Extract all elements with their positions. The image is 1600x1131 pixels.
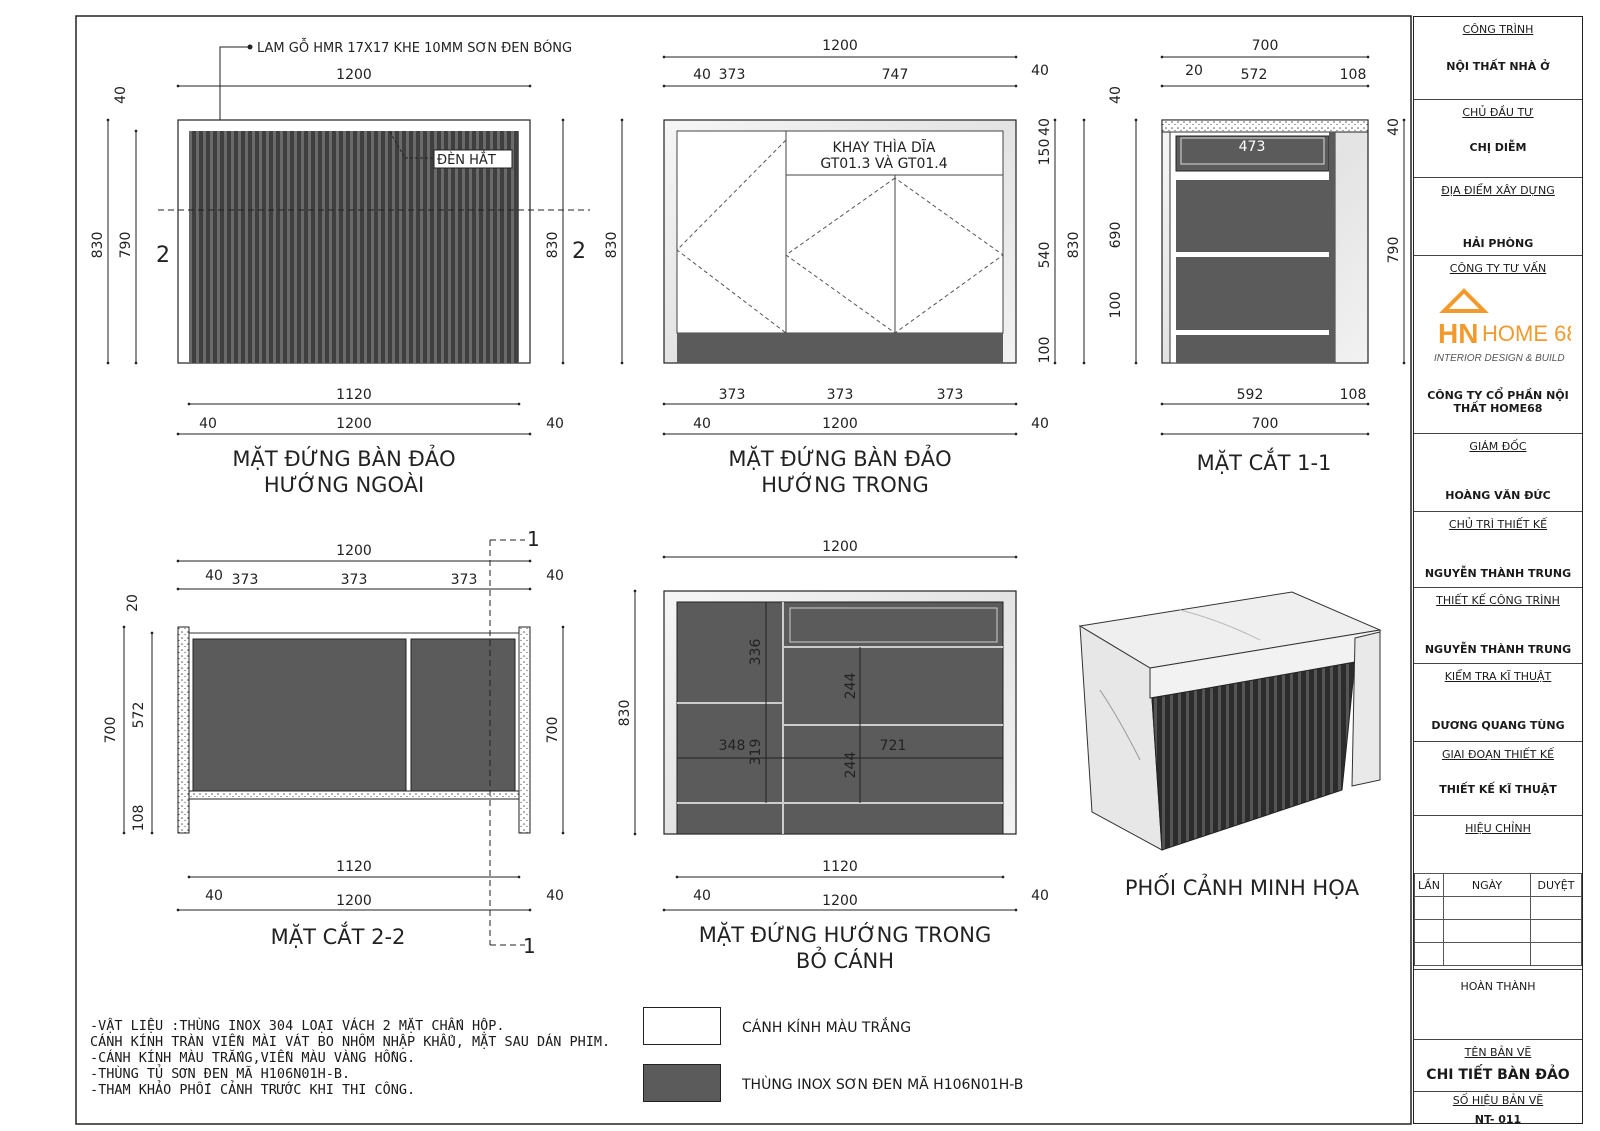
callout-lam: LAM GỖ HMR 17X17 KHE 10MM SƠN ĐEN BÓNG (257, 41, 573, 56)
rev-head-ngay: NGÀY (1444, 874, 1531, 897)
dim-721: 721 (879, 738, 907, 754)
dim-b1: 373 (718, 387, 746, 403)
view-section-2-2 (103, 527, 564, 958)
dim-t1: 20 (1185, 63, 1203, 79)
tb-number (1414, 1091, 1582, 1125)
tb-director (1414, 433, 1582, 511)
note-line: CÁNH KÍNH TRÀN VIỀN MÀI VÁT BO NHÔM NHẬP KHẨU, MẶT SAU DÁN PHIM. (90, 1034, 611, 1050)
logo-mark: HN (1437, 318, 1478, 349)
tb-checker-label: KIỂM TRA KĨ THUẬT (1444, 670, 1552, 683)
dim-40-br: 40 (546, 416, 564, 432)
tb-director-label: GIÁM ĐỐC (1469, 440, 1527, 453)
dim-left: 830 (604, 231, 620, 259)
dim-l3: 100 (1108, 291, 1124, 319)
tb-number-value: NT- 011 (1474, 1113, 1522, 1126)
label-tray: KHAY THÌA DĨA (832, 140, 936, 156)
dim-l1: 20 (125, 594, 141, 612)
dim-r2: 790 (1386, 236, 1402, 264)
dim-top: 1200 (822, 539, 858, 555)
revision-table (1414, 873, 1582, 969)
dim-830-left: 830 (90, 231, 106, 259)
dim-r: 700 (545, 716, 561, 744)
section-mark-left: 2 (156, 243, 170, 268)
view-title-2a: MẶT ĐỨNG BÀN ĐẢO (728, 447, 952, 471)
dim-b1: 1120 (336, 859, 372, 875)
notes (90, 1018, 610, 1098)
tb-phase (1414, 741, 1582, 815)
dim-bl: 40 (205, 888, 223, 904)
tb-consultant (1414, 255, 1582, 433)
tb-checker (1414, 663, 1582, 741)
dim-t5: 40 (546, 568, 564, 584)
note-line: -VẬT LIỆU :THÙNG INOX 304 LOẠI VÁCH 2 MẶT CHẤN HỘP. (90, 1018, 505, 1034)
view-perspective (1080, 592, 1380, 900)
dim-t1: 40 (205, 568, 223, 584)
tb-drawing-value: CHI TIẾT BÀN ĐẢO (1426, 1067, 1570, 1083)
tb-complete-label: HOÀN THÀNH (1460, 980, 1536, 993)
dim-b4: 1200 (822, 416, 858, 432)
dim-b2: 1200 (336, 893, 372, 909)
view-title-1a: MẶT ĐỨNG BÀN ĐẢO (232, 447, 456, 471)
note-line: -THAM KHẢO PHỐI CẢNH TRƯỚC KHI THI CÔNG. (90, 1082, 416, 1098)
tb-company: CÔNG TY CỔ PHẦN NỘI THẤT HOME68 (1427, 389, 1569, 415)
view-title-5a: MẶT ĐỨNG HƯỚNG TRONG (698, 923, 992, 947)
tb-designer-value: NGUYỄN THÀNH TRUNG (1424, 643, 1572, 656)
tb-owner-label: CHỦ ĐẦU TƯ (1462, 106, 1534, 119)
legend-swatch-dark (643, 1064, 721, 1102)
title-block (1413, 16, 1583, 1124)
dim-top: 1200 (336, 543, 372, 559)
dim-t4: 373 (450, 572, 478, 588)
section-mark-top: 1 (527, 527, 540, 551)
dim-left: 830 (617, 699, 633, 727)
dim-b3: 373 (936, 387, 964, 403)
view-front-outer (90, 38, 590, 497)
tb-lead (1414, 511, 1582, 587)
dim-r1: 40 (1037, 118, 1053, 136)
dim-top: 700 (1251, 38, 1279, 54)
dim-b2: 373 (826, 387, 854, 403)
tb-consultant-label: CÔNG TY TƯ VẤN (1449, 262, 1547, 275)
rev-head-lan: LẦN (1415, 874, 1444, 897)
view-title-2b: HƯỚNG TRONG (761, 473, 929, 497)
tb-lead-label: CHỦ TRÌ THIẾT KẾ (1448, 518, 1548, 531)
view-inner-no-doors (617, 539, 1049, 973)
tb-project (1414, 17, 1582, 99)
tb-director-value: HOÀNG VĂN ĐỨC (1445, 489, 1551, 502)
view-title-4: MẶT CẮT 2-2 (270, 925, 406, 949)
dim-bl: 40 (693, 888, 711, 904)
label-code: GT01.3 VÀ GT01.4 (820, 156, 948, 172)
dim-r5: 830 (1066, 231, 1082, 259)
dim-l4: 108 (131, 804, 147, 832)
dim-40-bl: 40 (199, 416, 217, 432)
dim-336: 336 (748, 638, 764, 666)
view-title-6: PHỐI CẢNH MINH HỌA (1124, 876, 1360, 900)
dim-t1: 40 (693, 67, 711, 83)
dim-b3: 700 (1251, 416, 1279, 432)
tb-phase-value: THIẾT KẾ KĨ THUẬT (1439, 783, 1557, 796)
tb-location-value: HẢI PHÒNG (1462, 237, 1534, 250)
section-mark-bottom: 1 (523, 934, 536, 958)
view-title-1b: HƯỚNG NGOÀI (263, 473, 425, 497)
dim-b2: 108 (1339, 387, 1367, 403)
view-title-5b: BỎ CÁNH (795, 949, 895, 973)
logo-tagline: INTERIOR DESIGN & BUILD (1433, 353, 1565, 364)
tb-location (1414, 177, 1582, 255)
legend-swatch-white (643, 1007, 721, 1045)
tb-revision (1414, 815, 1582, 873)
dim-l2: 700 (103, 716, 119, 744)
dim-r1: 40 (1386, 118, 1402, 136)
dim-1200-bottom: 1200 (336, 416, 372, 432)
dim-790: 790 (118, 231, 134, 259)
dim-40: 40 (113, 86, 129, 104)
callout-den: ĐÈN HẮT (437, 153, 496, 168)
logo-name: HOME 68 (1481, 321, 1571, 346)
dim-t2: 373 (718, 67, 746, 83)
tb-drawing (1414, 1039, 1582, 1091)
dim-244b: 244 (843, 751, 859, 779)
legend-label-white: CÁNH KÍNH MÀU TRẮNG (742, 1020, 912, 1036)
tb-owner (1414, 99, 1582, 177)
legend-label-dark: THÙNG INOX SƠN ĐEN MÃ H106N01H-B (742, 1077, 1024, 1093)
tb-owner-value: CHỊ DIỄM (1469, 141, 1527, 154)
dim-bl: 40 (693, 416, 711, 432)
note-line: -THÙNG TỦ SƠN ĐEN MÃ H106N01H-B. (90, 1066, 351, 1082)
tb-location-label: ĐỊA ĐIỂM XÂY DỰNG (1441, 184, 1555, 197)
dim-l2: 690 (1108, 221, 1124, 249)
tb-phase-label: GIAI ĐOẠN THIẾT KẾ (1441, 748, 1555, 761)
tb-project-value: NỘI THẤT NHÀ Ở (1446, 60, 1550, 73)
tb-revision-label: HIỆU CHỈNH (1465, 822, 1531, 835)
home68-logo (1426, 281, 1571, 371)
dim-1120: 1120 (336, 387, 372, 403)
dim-t2: 373 (231, 572, 259, 588)
dim-t3: 373 (340, 572, 368, 588)
dim-830-right: 830 (545, 231, 561, 259)
dim-t2: 572 (1240, 67, 1268, 83)
dim-drawer: 473 (1238, 139, 1266, 155)
tb-project-label: CÔNG TRÌNH (1462, 23, 1534, 36)
dim-br: 40 (1031, 888, 1049, 904)
dim-319: 319 (748, 738, 764, 766)
tb-lead-value: NGUYỄN THÀNH TRUNG (1424, 567, 1572, 580)
dim-l3: 572 (131, 701, 147, 729)
view-front-inner (604, 38, 1084, 497)
dim-l1: 40 (1108, 86, 1124, 104)
dim-r2: 150 (1037, 138, 1053, 166)
dim-b2: 1200 (822, 893, 858, 909)
tb-complete (1414, 969, 1582, 1039)
view-title-3: MẶT CẮT 1-1 (1196, 451, 1332, 475)
tb-number-label: SỐ HIỆU BẢN VẼ (1452, 1094, 1544, 1107)
dim-r4: 100 (1037, 336, 1053, 364)
view-section-1-1 (1108, 38, 1404, 475)
dim-r3: 540 (1037, 241, 1053, 269)
tb-designer-label: THIẾT KẾ CÔNG TRÌNH (1436, 594, 1560, 607)
rev-head-duyet: DUYỆT (1531, 874, 1582, 897)
dim-top: 1200 (822, 38, 858, 54)
dim-b1: 1120 (822, 859, 858, 875)
dim-br: 40 (1031, 416, 1049, 432)
dim-t3: 108 (1339, 67, 1367, 83)
tb-designer (1414, 587, 1582, 663)
dim-t3: 747 (881, 67, 909, 83)
section-mark-right: 2 (572, 239, 586, 264)
dim-244a: 244 (843, 672, 859, 700)
tb-checker-value: DƯƠNG QUANG TÙNG (1431, 719, 1565, 732)
dim-b1: 592 (1236, 387, 1264, 403)
dim-t4: 40 (1031, 63, 1049, 79)
tb-drawing-label: TÊN BẢN VẼ (1464, 1046, 1532, 1059)
dim-br: 40 (546, 888, 564, 904)
note-line: -CÁNH KÍNH MÀU TRẮNG,VIỀN MÀU VÀNG HỒNG. (90, 1050, 416, 1066)
dim-width-top: 1200 (336, 67, 372, 83)
dim-348: 348 (718, 738, 746, 754)
